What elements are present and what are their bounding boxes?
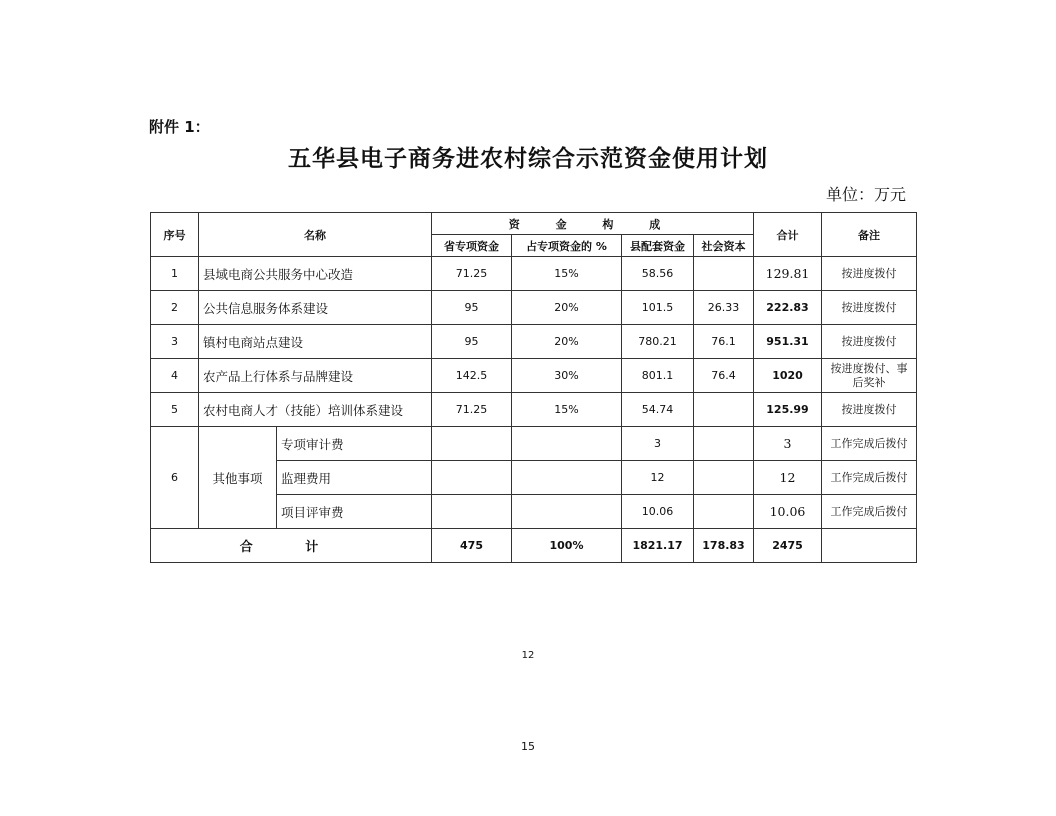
cell-county: 54.74: [622, 393, 694, 427]
header-total: 合计: [754, 213, 822, 257]
cell-ratio: 30%: [512, 359, 622, 393]
summary-row: [151, 529, 917, 563]
cell-county: 10.06: [622, 495, 694, 529]
cell-county: 780.21: [622, 325, 694, 359]
summary-label: 合 计: [151, 529, 432, 563]
cell-ratio: [512, 461, 622, 495]
cell-county: 3: [622, 427, 694, 461]
cell-provincial: [432, 427, 512, 461]
cell-ratio: 20%: [512, 291, 622, 325]
cell-county: 101.5: [622, 291, 694, 325]
cell-provincial: 142.5: [432, 359, 512, 393]
table-row: [151, 393, 917, 427]
cell-ratio: 15%: [512, 393, 622, 427]
summary-provincial: 475: [432, 529, 512, 563]
header-social: 社会资本: [694, 235, 754, 257]
cell-total: 3: [754, 427, 822, 461]
table-row: [151, 291, 917, 325]
cell-social: 26.33: [694, 291, 754, 325]
cell-name: 专项审计费: [277, 427, 432, 461]
attachment-label: 附件 1：: [149, 118, 210, 136]
header-provincial: 省专项资金: [432, 235, 512, 257]
summary-county: 1821.17: [622, 529, 694, 563]
cell-provincial: 95: [432, 325, 512, 359]
cell-remark: 按进度拨付: [822, 325, 917, 359]
cell-total: 222.83: [754, 291, 822, 325]
cell-seq: 6: [151, 427, 199, 529]
cell-total: 1020: [754, 359, 822, 393]
cell-seq: 2: [151, 291, 199, 325]
cell-social: [694, 461, 754, 495]
cell-social: 76.4: [694, 359, 754, 393]
inner-page-number: 12: [521, 650, 535, 661]
cell-ratio: [512, 427, 622, 461]
summary-total: 2475: [754, 529, 822, 563]
cell-name: 项目评审费: [277, 495, 432, 529]
cell-remark: 工作完成后拨付: [822, 461, 917, 495]
header-row-1: [151, 213, 917, 235]
cell-name: 农村电商人才（技能）培训体系建设: [199, 393, 432, 427]
cell-total: 10.06: [754, 495, 822, 529]
cell-remark: 按进度拨付、事后奖补: [822, 359, 917, 393]
cell-county: 801.1: [622, 359, 694, 393]
outer-page-number: 15: [521, 740, 535, 753]
cell-provincial: 71.25: [432, 257, 512, 291]
header-ratio: 占专项资金的 %: [512, 235, 622, 257]
cell-provincial: 95: [432, 291, 512, 325]
cell-provincial: 71.25: [432, 393, 512, 427]
cell-social: [694, 393, 754, 427]
summary-remark: [822, 529, 917, 563]
cell-name: 县域电商公共服务中心改造: [199, 257, 432, 291]
cell-social: [694, 427, 754, 461]
document-title: 五华县电子商务进农村综合示范资金使用计划: [288, 146, 768, 172]
cell-seq: 3: [151, 325, 199, 359]
table-row: [151, 257, 917, 291]
header-name: 名称: [199, 213, 432, 257]
cell-group: 其他事项: [199, 427, 277, 529]
cell-social: [694, 257, 754, 291]
header-remark: 备注: [822, 213, 917, 257]
table-row: [151, 359, 917, 393]
cell-social: 76.1: [694, 325, 754, 359]
table-row: [151, 427, 917, 461]
cell-county: 12: [622, 461, 694, 495]
cell-remark: 工作完成后拨付: [822, 427, 917, 461]
unit-label: 单位：万元: [825, 185, 906, 204]
cell-total: 12: [754, 461, 822, 495]
header-seq: 序号: [151, 213, 199, 257]
cell-social: [694, 495, 754, 529]
fund-plan-table: [150, 212, 917, 563]
cell-provincial: [432, 461, 512, 495]
cell-ratio: 15%: [512, 257, 622, 291]
cell-name: 农产品上行体系与品牌建设: [199, 359, 432, 393]
table-row: [151, 325, 917, 359]
cell-remark: 工作完成后拨付: [822, 495, 917, 529]
cell-seq: 4: [151, 359, 199, 393]
summary-social: 178.83: [694, 529, 754, 563]
cell-total: 129.81: [754, 257, 822, 291]
cell-name: 公共信息服务体系建设: [199, 291, 432, 325]
header-county: 县配套资金: [622, 235, 694, 257]
summary-ratio: 100%: [512, 529, 622, 563]
cell-provincial: [432, 495, 512, 529]
header-fund-group: 资 金 构 成: [432, 213, 754, 235]
cell-total: 125.99: [754, 393, 822, 427]
cell-county: 58.56: [622, 257, 694, 291]
cell-name: 监理费用: [277, 461, 432, 495]
cell-name: 镇村电商站点建设: [199, 325, 432, 359]
cell-remark: 按进度拨付: [822, 291, 917, 325]
cell-ratio: 20%: [512, 325, 622, 359]
cell-remark: 按进度拨付: [822, 393, 917, 427]
cell-total: 951.31: [754, 325, 822, 359]
cell-seq: 1: [151, 257, 199, 291]
cell-remark: 按进度拨付: [822, 257, 917, 291]
cell-seq: 5: [151, 393, 199, 427]
cell-ratio: [512, 495, 622, 529]
